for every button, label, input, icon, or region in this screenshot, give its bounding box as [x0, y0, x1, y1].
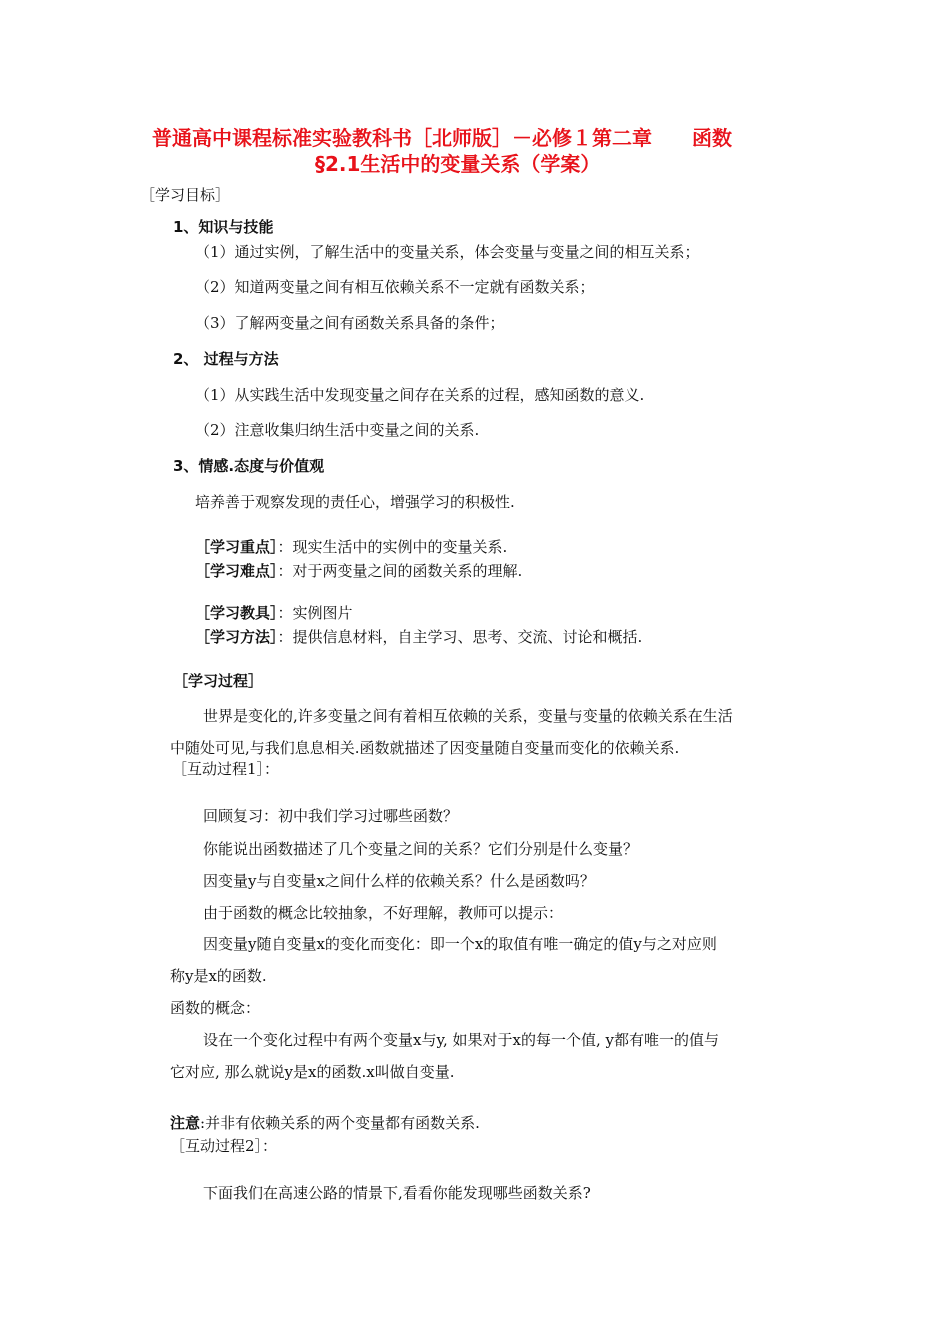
- method-row: [195, 627, 642, 647]
- knowledge-item-3: （3）了解两变量之间有函数关系具备的条件；: [195, 314, 505, 332]
- interaction-1-heading: ［互动过程1］：: [172, 760, 280, 778]
- intro-line-2: 中随处可见,与我们息息相关.函数就描述了因变量随自变量而变化的依赖关系.: [170, 739, 680, 757]
- tools-row: [195, 603, 353, 623]
- objectives-heading: ［学习目标］: [140, 186, 231, 204]
- hint-intro: 由于函数的概念比较抽象，不好理解，教师可以提示：: [203, 904, 564, 922]
- knowledge-item-2: （2）知道两变量之间有相互依赖关系不一定就有函数关系；: [195, 278, 595, 296]
- process-heading: ［学习过程］: [173, 672, 264, 690]
- highway-prompt: 下面我们在高速公路的情景下,看看你能发现哪些函数关系?: [203, 1184, 591, 1202]
- process-item-1: （1）从实践生活中发现变量之间存在关系的过程，感知函数的意义.: [195, 386, 645, 404]
- emotion-text: 培养善于观察发现的责任心，增强学习的积极性.: [195, 493, 515, 511]
- difficulty-row: [195, 561, 522, 581]
- question-1: 你能说出函数描述了几个变量之间的关系？它们分别是什么变量？: [203, 840, 639, 858]
- process-item-2: （2）注意收集归纳生活中变量之间的关系.: [195, 421, 480, 439]
- key-point-text: ：现实生活中的实例中的变量关系.: [277, 538, 508, 556]
- difficulty-text: ：对于两变量之间的函数关系的理解.: [277, 562, 523, 580]
- hint-line-2: 称y是x的函数.: [170, 967, 267, 985]
- concept-line-2: 它对应, 那么就说y是x的函数.x叫做自变量.: [170, 1063, 455, 1081]
- method-label: ［学习方法］: [195, 628, 278, 646]
- title-line-1: 普通高中课程标准实验教科书［北师版］－必修１第二章 函数: [152, 126, 732, 150]
- process-method-heading: 2、 过程与方法: [173, 350, 279, 368]
- intro-line-1: 世界是变化的,许多变量之间有着相互依赖的关系，变量与变量的依赖关系在生活: [203, 707, 733, 725]
- key-point-label: ［学习重点］: [195, 538, 278, 556]
- method-text: ：提供信息材料，自主学习、思考、交流、讨论和概括.: [277, 628, 643, 646]
- concept-line-1: 设在一个变化过程中有两个变量x与y, 如果对于x的每一个值, y都有唯一的值与: [203, 1031, 719, 1049]
- key-point-row: [195, 537, 507, 557]
- question-2: 因变量y与自变量x之间什么样的依赖关系？什么是函数吗？: [203, 872, 595, 890]
- note-text: :并非有依赖关系的两个变量都有函数关系.: [200, 1114, 480, 1132]
- title-line-2: §2.1生活中的变量关系（学案）: [315, 152, 601, 176]
- difficulty-label: ［学习难点］: [195, 562, 278, 580]
- concept-heading: 函数的概念：: [170, 999, 261, 1017]
- emotion-heading: 3、情感.态度与价值观: [173, 457, 325, 475]
- knowledge-item-1: （1）通过实例，了解生活中的变量关系，体会变量与变量之间的相互关系；: [195, 243, 700, 261]
- tools-label: ［学习教具］: [195, 604, 278, 622]
- knowledge-heading: 1、知识与技能: [173, 218, 274, 236]
- tools-text: ：实例图片: [277, 604, 353, 622]
- note-row: [170, 1113, 480, 1133]
- note-label: 注意: [170, 1114, 201, 1132]
- review-question: 回顾复习：初中我们学习过哪些函数？: [203, 807, 459, 825]
- interaction-2-heading: ［互动过程2］：: [170, 1137, 278, 1155]
- hint-line-1: 因变量y随自变量x的变化而变化：即一个x的取值有唯一确定的值y与之对应则: [203, 935, 717, 953]
